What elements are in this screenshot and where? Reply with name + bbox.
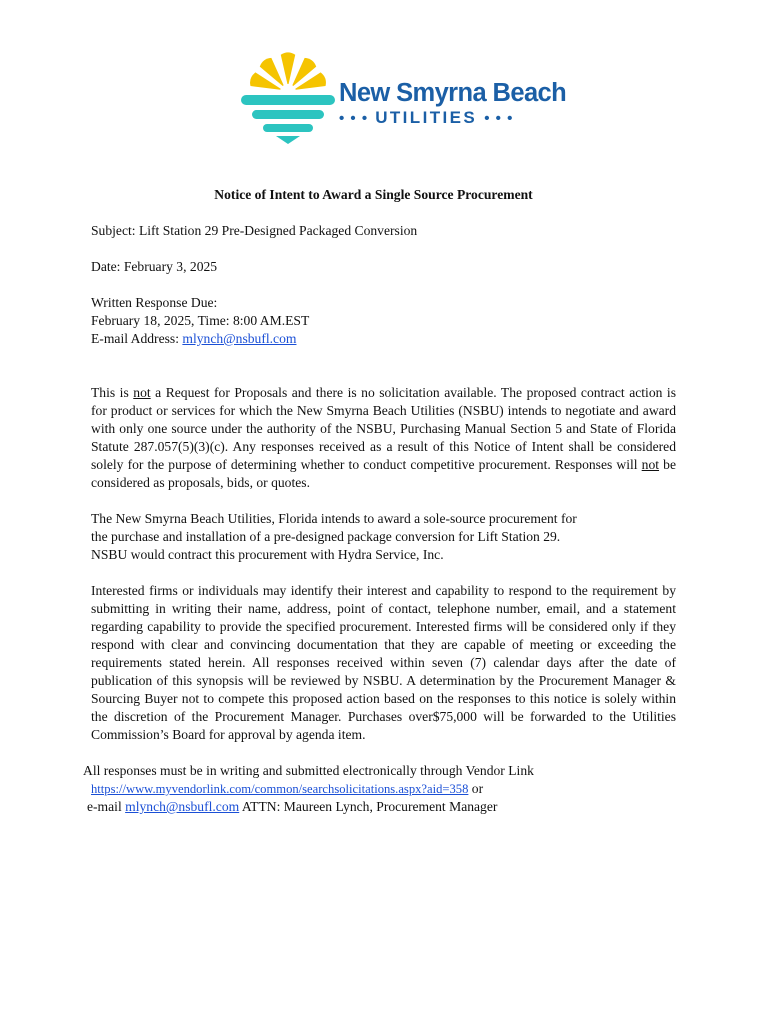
not-emphasis-2: not xyxy=(641,457,660,472)
response-due: February 18, 2025, Time: 8:00 AM.EST xyxy=(91,313,310,328)
sun-rays xyxy=(250,52,326,89)
para1-text-1: This is xyxy=(91,385,134,400)
sun-water-icon xyxy=(238,52,338,147)
email-link[interactable]: mlynch@nsbufl.com xyxy=(182,331,297,346)
email-label: E-mail Address: xyxy=(91,331,183,346)
para1-text-2: a Request for Proposals and there is no solicitation available. The proposed contract action is for product or services for which the New Smyrna Beach Utilities (NSBU) intends to negotiate and award with only one source under the authority of the NSBU, Purchasing Manual Section 5 and State of Florida Statute 287.057(5)(3)(c). Any responses received as a result of this Notice of Intent shall be considered solely for the purpose of determining whether to conduct competitive procurement. Responses will xyxy=(91,385,677,472)
not-rfp-paragraph xyxy=(91,384,676,492)
closing-attn: ATTN: Maureen Lynch, Procurement Manager xyxy=(239,799,498,814)
closing-line-1: All responses must be in writing and submitted electronically through Vendor Link xyxy=(83,763,534,778)
brand-dots-right: • • • xyxy=(484,110,514,127)
interested-firms-paragraph: Interested firms or individuals may identify their interest and capability to respond to the requirement by submitting in writing their name, address, point of contact, telephone number, email, and a statement regarding capability to provide the specified procurement. Interested firms will be considered only if they respond with clear and convincing documentation that they are capable of meeting or exceeding the requirements stated herein. All responses received within seven (7) calendar days after the date of publication of this synopsis will be reviewed by NSBU. A determination by the Procurement Manager & Sourcing Buyer not to compete this proposed action based on the responses to this notice is solely within the discretion of the Procurement Manager. Purchases over$75,000 will be forwarded to the Utilities Commission’s Board for approval by agenda item. xyxy=(91,583,676,742)
brand-wordmark xyxy=(339,79,566,129)
closing-line-2 xyxy=(83,780,676,798)
not-emphasis-1: not xyxy=(133,385,151,400)
water-band-2 xyxy=(252,110,324,119)
notice-title: Notice of Intent to Award a Single Source Procurement xyxy=(214,187,533,202)
water-band-3 xyxy=(263,124,313,132)
water-band-1 xyxy=(241,95,335,105)
date-line: Date: February 3, 2025 xyxy=(91,259,218,274)
brand-subtitle xyxy=(339,108,566,129)
brand-dots-left: • • • xyxy=(339,110,369,127)
closing-email-link[interactable]: mlynch@nsbufl.com xyxy=(125,799,240,814)
closing-or: or xyxy=(468,781,484,796)
response-block xyxy=(91,294,676,348)
subject-line: Subject: Lift Station 29 Pre-Designed Packaged Conversion xyxy=(91,223,418,238)
para1-text-3: be considered as proposals, bids, or quotes. xyxy=(91,457,676,490)
response-email-line xyxy=(91,330,676,348)
closing-block xyxy=(83,762,676,816)
closing-email-prefix: e-mail xyxy=(87,799,126,814)
brand-name: New Smyrna Beach xyxy=(339,79,567,107)
sun-ray-3 xyxy=(281,52,296,84)
intent-line-3: NSBU would contract this procurement with Hydra Service, Inc. xyxy=(91,547,444,562)
response-label: Written Response Due: xyxy=(91,295,218,310)
notice-document xyxy=(83,186,677,816)
water-tip xyxy=(276,136,300,144)
vendorlink-link[interactable]: https://www.myvendorlink.com/common/searchsolicitations.aspx?aid=358 xyxy=(91,782,469,796)
brand-utilities: UTILITIES xyxy=(375,108,478,127)
intent-paragraph xyxy=(91,510,676,564)
closing-line-3 xyxy=(83,798,676,816)
intent-line-1: The New Smyrna Beach Utilities, Florida intends to award a sole-source procurement for xyxy=(91,511,577,526)
intent-line-2: the purchase and installation of a pre-designed package conversion for Lift Station 29. xyxy=(91,529,561,544)
